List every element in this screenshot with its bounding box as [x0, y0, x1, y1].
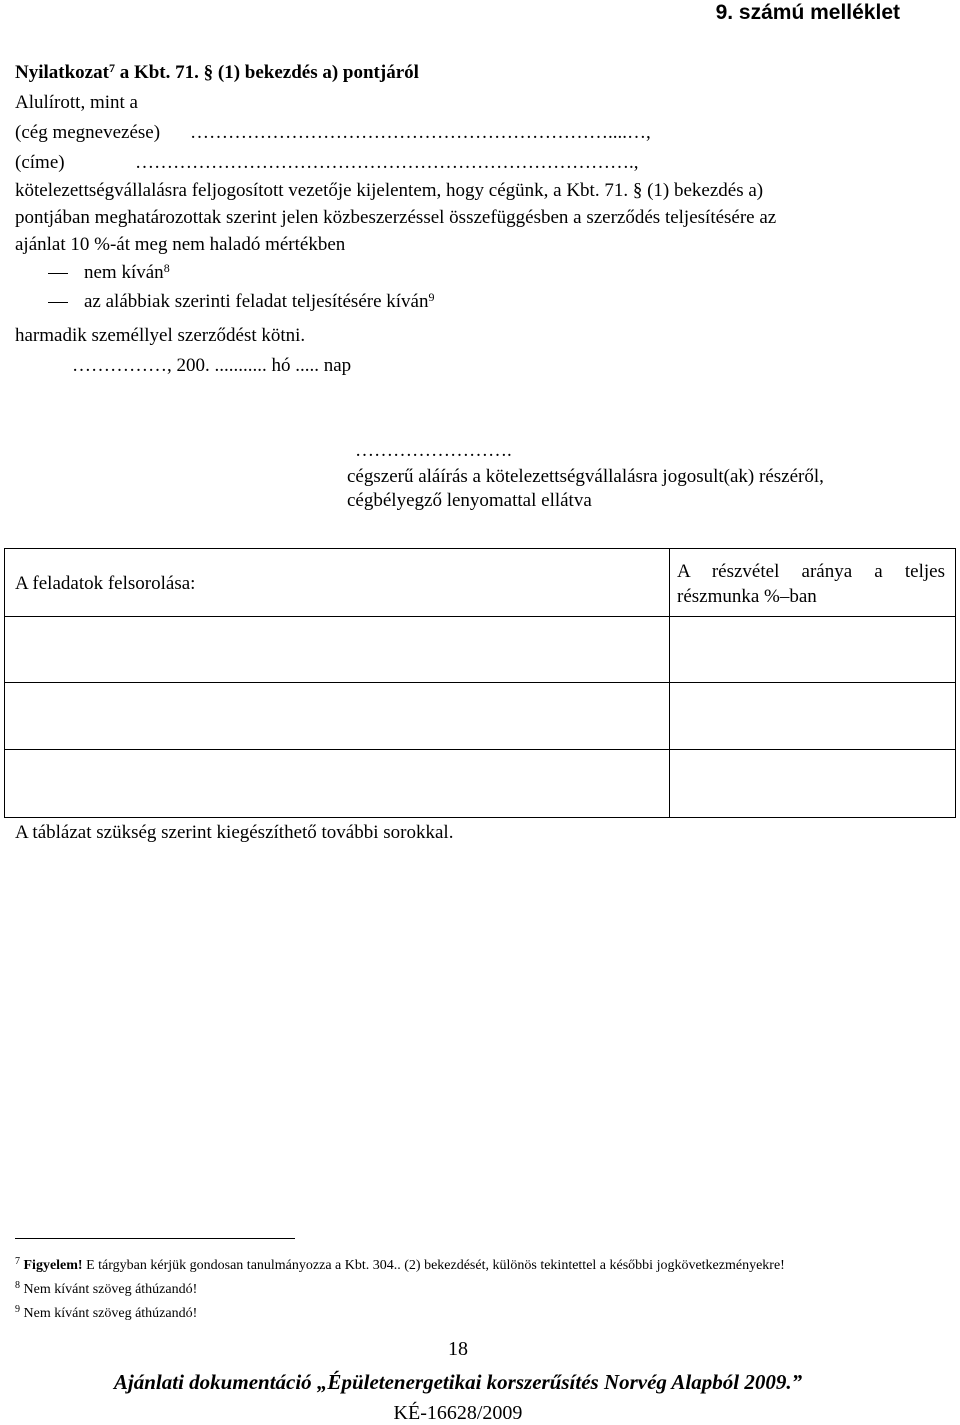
footer-title: Ajánlati dokumentáció „Épületenergetikai korszerűsítés Norvég Alapból 2009.”	[113, 1370, 803, 1394]
signature-blank: …………………….	[355, 440, 512, 461]
table-header-share-1: A részvétel aránya a teljes	[677, 561, 945, 582]
statement-line-3: ajánlat 10 %-át meg nem haladó mértékben	[15, 234, 346, 255]
table-note: A táblázat szükség szerint kiegészíthető további sorokkal.	[15, 822, 454, 843]
tasks-table	[4, 548, 956, 818]
table-row-divider	[5, 616, 955, 617]
annex-label: 9. számú melléklet	[715, 1, 900, 24]
footnote-8: $^8$ Nem kívánt szöveg áthúzandó!	[15, 1280, 198, 1297]
footer-reference: KÉ-16628/2009	[393, 1402, 523, 1424]
page-number: 18	[448, 1338, 468, 1360]
option-not-wish: nem kíván$^8$	[84, 261, 170, 283]
table-header-tasks: A feladatok felsorolása:	[15, 573, 196, 594]
intro-line: Alulírott, mint a	[15, 92, 138, 113]
table-row-divider	[5, 682, 955, 683]
statement-end: harmadik személlyel szerződést kötni.	[15, 325, 306, 346]
footnote-7: $^7$ Figyelem! E tárgyban kérjük gondosan tanulmányozza a Kbt. 304.. (2) bekezdését, különös tekintettel a későbbi jogkövetkezményekre!	[15, 1256, 785, 1273]
company-name-label: (cég megnevezése)	[15, 122, 161, 143]
table-column-divider	[669, 549, 670, 817]
table-row-divider	[5, 749, 955, 750]
footnote-ref-8: 8	[163, 261, 170, 275]
document-title: Nyilatkozat$^7$ a Kbt. 71. § (1) bekezdés a) pontjáról	[15, 61, 419, 83]
footnote-9: $^9$ Nem kívánt szöveg áthúzandó!	[15, 1304, 198, 1321]
address-label: (címe)	[15, 152, 65, 173]
footnote-separator	[15, 1238, 295, 1239]
footnote-ref-7: 7	[108, 61, 115, 75]
option-wish: az alábbiak szerinti feladat teljesítésére kíván$^9$	[84, 290, 435, 312]
signature-caption-1: cégszerű aláírás a kötelezettségvállalásra jogosult(ak) részéről,	[347, 466, 824, 487]
statement-line-2: pontjában meghatározottak szerint jelen közbeszerzéssel összefüggésben a szerződés teljesítésére az	[15, 207, 777, 228]
address-line	[15, 152, 945, 174]
statement-line-1: kötelezettségvállalásra feljogosított vezetője kijelentem, hogy cégünk, a Kbt. 71. § (1) bekezdés a)	[15, 180, 764, 201]
option-dash-1	[48, 273, 68, 274]
address-blank: …………………………………………………………………….,	[135, 152, 639, 173]
date-line: ……………, 200. ........... hó ..... nap	[72, 355, 352, 376]
signature-caption-2: cégbélyegző lenyomattal ellátva	[347, 490, 592, 511]
company-name-line	[15, 122, 945, 144]
table-header-share-2: részmunka %–ban	[677, 586, 817, 607]
footnote-ref-9: 9	[428, 290, 435, 304]
company-name-blank: …………………………………………………………....…,	[190, 122, 651, 143]
option-dash-2	[48, 302, 68, 303]
